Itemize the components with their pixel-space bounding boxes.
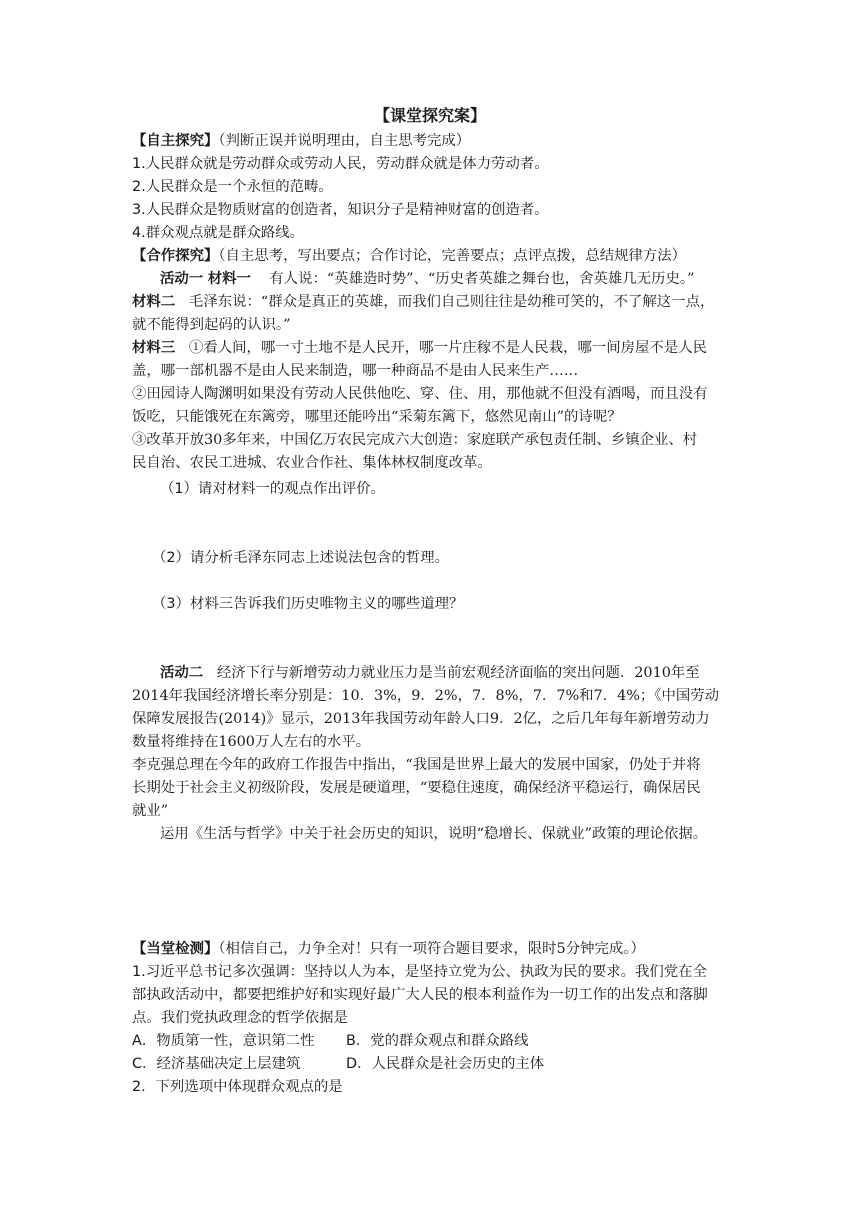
self-study-item-3: 3.人民群众是物质财富的创造者，知识分子是精神财富的创造者。 — [132, 202, 549, 218]
self-study-header — [132, 132, 470, 150]
option-c: C．经济基础决定上层建筑 — [132, 1056, 301, 1072]
self-study-note: （判断正误并说明理由，自主思考完成） — [218, 133, 471, 149]
test-q1-line-3: 点。我们党执政理念的哲学依据是 — [132, 1010, 348, 1026]
question-2: （2）请分析毛泽东同志上述说法包含的哲理。 — [152, 550, 449, 566]
material-3-line-4: 饭吃，只能饿死在东篱旁，哪里还能吟出“采菊东篱下，悠然见南山”的诗呢？ — [132, 409, 622, 425]
activity-2-line-7: 就业” — [132, 803, 169, 819]
material-2-line-1 — [132, 293, 714, 311]
activity-2-line-3: 保障发展报告(2014)》显示，2013年我国劳动年龄人口9．2亿，之后几年每年新增劳动力 — [132, 711, 710, 727]
test-q2: 2．下列选项中体现群众观点的是 — [132, 1079, 343, 1095]
activity-2-line-1 — [160, 664, 700, 682]
material-3-line-5: ③改革开放30多年来，中国亿万农民完成六大创造：家庭联产承包责任制、乡镇企业、村 — [132, 432, 698, 448]
activity-2-line-5: 李克强总理在今年的政府工作报告中指出，“我国是世界上最大的发展中国家，仍处于并将 — [132, 757, 701, 773]
test-q1-options-cd — [132, 1055, 544, 1073]
material-3-text-1: ①看人间，哪一寸土地不是人民开，哪一片庄稼不是人民栽，哪一间房屋不是人民 — [188, 340, 707, 356]
activity-2-line-2: 2014年我国经济增长率分别是：10．3%，9．2%，7．8%，7．7%和7．4%；《中国劳动 — [132, 688, 720, 704]
test-note: （相信自己，力争全对！只有一项符合题目要求，限时5分钟完成。） — [218, 941, 645, 957]
test-q1-line-1: 1.习近平总书记多次强调：坚持以人为本，是坚持立党为公、执政为民的要求。我们党在全 — [132, 964, 707, 980]
option-a: A．物质第一性，意识第二性 — [132, 1033, 315, 1049]
coop-note: （自主思考，写出要点；合作讨论，完善要点；点评点拨，总结规律方法） — [218, 248, 687, 264]
material-2-text-1: 毛泽东说：“群众是真正的英雄，而我们自己则往往是幼稚可笑的，不了解这一点， — [188, 294, 715, 310]
material-3-label: 材料三 — [132, 339, 176, 356]
self-study-item-2: 2.人民群众是一个永恒的范畴。 — [132, 179, 333, 195]
material-3-line-1 — [132, 339, 707, 357]
material-2-label: 材料二 — [132, 293, 176, 310]
material-1-text: 有人说：“英雄造时势”、“历史者英雄之舞台也，舍英雄几无历史。” — [269, 271, 695, 287]
material-1-label: 材料一 — [207, 270, 251, 287]
coop-header — [132, 247, 686, 265]
self-study-item-1: 1.人民群众就是劳动群众或劳动人民，劳动群众就是体力劳动者。 — [132, 156, 549, 172]
material-3-line-6: 民自治、农民工进城、农业合作社、集体林权制度改革。 — [132, 455, 492, 471]
test-q1-options-ab — [132, 1032, 529, 1050]
option-d: D．人民群众是社会历史的主体 — [346, 1056, 545, 1072]
option-b: B．党的群众观点和群众路线 — [346, 1033, 529, 1049]
activity-2-line-4: 数量将维持在1600万人左右的水平。 — [132, 734, 371, 750]
material-3-line-3: ②田园诗人陶渊明如果没有劳动人民供他吃、穿、住、用，那他就不但没有酒喝，而且没有 — [132, 386, 708, 402]
test-header — [132, 940, 645, 958]
self-study-item-4: 4.群众观点就是群众路线。 — [132, 225, 305, 241]
page-title: 【课堂探究案】 — [373, 106, 486, 125]
activity-2-question: 运用《生活与哲学》中关于社会历史的知识，说明“稳增长、保就业”政策的理论依据。 — [160, 826, 708, 842]
activity-2-line-6: 长期处于社会主义初级阶段，发展是硬道理，“要稳住速度，确保经济平稳运行，确保居民 — [132, 780, 701, 796]
test-q1-line-2: 部执政活动中，都要把维护好和实现好最广大人民的根本利益作为一切工作的出发点和落脚 — [132, 987, 708, 1003]
question-1: （1）请对材料一的观点作出评价。 — [160, 481, 386, 497]
material-3-line-2: 盖，哪一部机器不是由人民来制造，哪一种商品不是由人民来生产…… — [132, 363, 579, 379]
activity-2-text-1: 经济下行与新增劳动力就业压力是当前宏观经济面临的突出问题．2010年至 — [216, 665, 700, 681]
question-3: （3）材料三告诉我们历史唯物主义的哪些道理？ — [152, 596, 464, 612]
material-1-line — [160, 270, 694, 288]
activity-2-label: 活动二 — [160, 664, 204, 681]
self-study-heading: 【自主探究】 — [132, 132, 219, 149]
test-heading: 【当堂检测】 — [132, 940, 219, 957]
coop-heading: 【合作探究】 — [132, 247, 219, 264]
activity-1-label: 活动一 — [160, 270, 204, 287]
material-2-line-2: 就不能得到起码的认识。” — [132, 317, 291, 333]
